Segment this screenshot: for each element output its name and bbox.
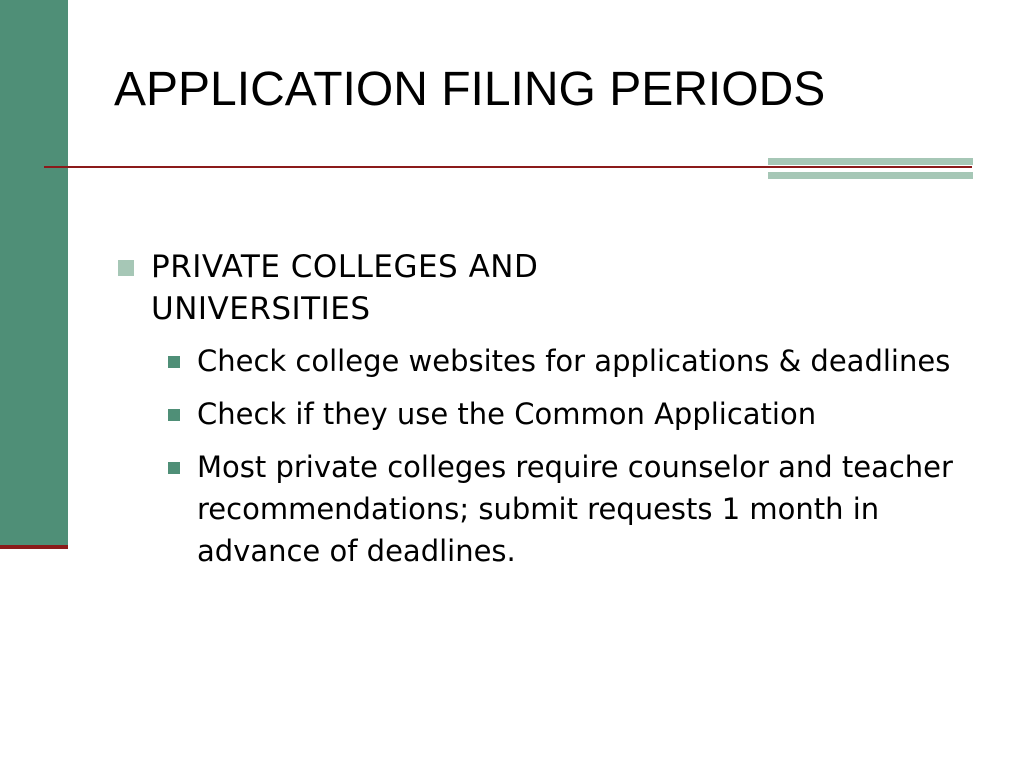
- left-bar-underline: [0, 545, 68, 549]
- sub-bullet-text: Check if they use the Common Application: [197, 397, 817, 431]
- accent-stripe-top: [768, 158, 973, 165]
- sub-bullet-text: Check college websites for applications & deadlines: [197, 344, 951, 378]
- accent-stripe-bottom: [768, 172, 973, 179]
- square-bullet-icon: [118, 260, 134, 276]
- sub-bullet-list: [165, 340, 968, 572]
- bullet-list: [118, 246, 968, 583]
- bullet-text: PRIVATE COLLEGES AND UNIVERSITIES: [151, 249, 539, 327]
- left-accent-bar: [0, 0, 68, 545]
- slide-title: APPLICATION FILING PERIODS: [114, 63, 826, 116]
- bullet-item: [118, 246, 968, 330]
- sub-bullet-item: [165, 393, 957, 435]
- sub-bullet-item: [165, 446, 957, 572]
- title-divider: [44, 166, 972, 168]
- square-bullet-icon: [168, 409, 180, 421]
- square-bullet-icon: [168, 462, 180, 474]
- square-bullet-icon: [168, 356, 180, 368]
- sub-bullet-item: [165, 340, 957, 382]
- sub-bullet-text: Most private colleges require counselor and teacher recommendations; submit requests 1 month in advance of deadlines.: [197, 450, 953, 568]
